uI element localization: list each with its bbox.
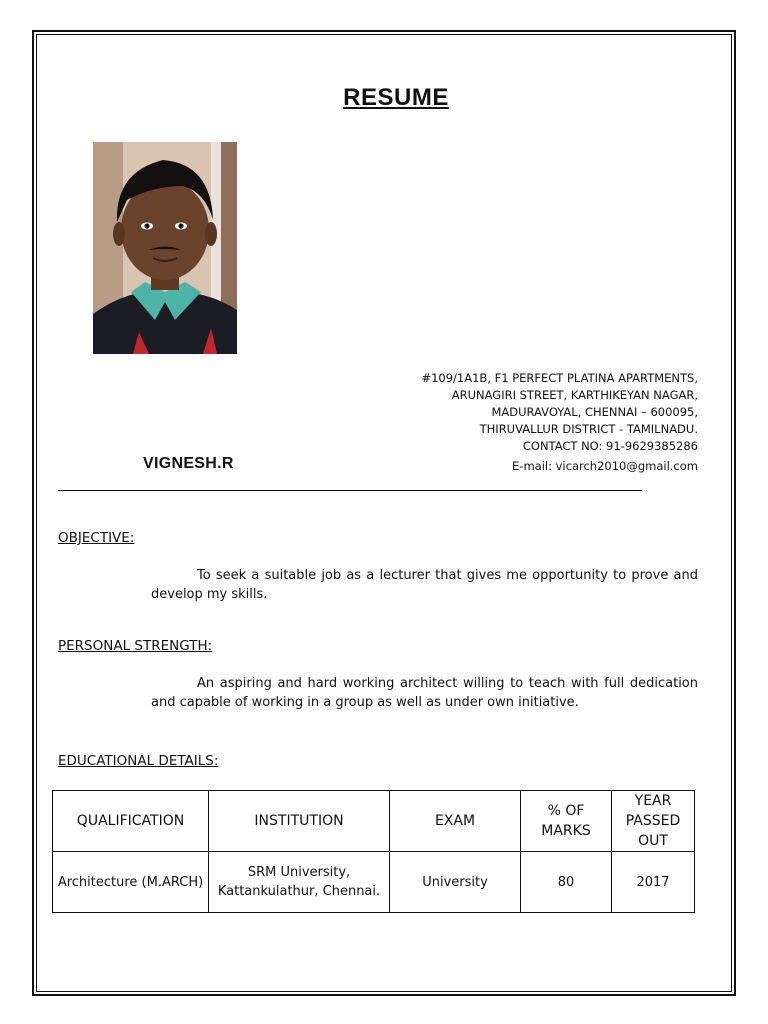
column-header-exam: EXAM: [390, 791, 521, 852]
email-address: E-mail: vicarch2010@gmail.com: [512, 459, 698, 473]
cell-year: 2017: [612, 852, 695, 913]
profile-photo-illustration: [93, 142, 237, 354]
table-row: [53, 852, 695, 913]
strength-text: An aspiring and hard working architect willing to teach with full dedication and capable of working in a group as well as under own initiative.: [151, 676, 698, 710]
header-divider: [58, 490, 642, 491]
cell-qualification: Architecture (M.ARCH): [53, 852, 209, 913]
address-line: THIRUVALLUR DISTRICT - TAMILNADU.: [479, 422, 698, 436]
objective-text: To seek a suitable job as a lecturer that gives me opportunity to prove and develop my skills.: [151, 568, 698, 602]
strength-paragraph: [151, 674, 698, 712]
address-line: MADURAVOYAL, CHENNAI – 600095,: [491, 405, 698, 419]
address-line: #109/1A1B, F1 PERFECT PLATINA APARTMENTS,: [421, 371, 698, 385]
education-table: [52, 790, 695, 913]
resume-title: RESUME: [343, 84, 449, 111]
candidate-name: VIGNESH.R: [143, 455, 234, 472]
objective-paragraph: [151, 566, 698, 604]
column-header-institution: INSTITUTION: [209, 791, 390, 852]
cell-marks: 80: [521, 852, 612, 913]
profile-photo: [93, 142, 237, 354]
objective-heading: OBJECTIVE:: [58, 530, 135, 546]
column-header-marks: % OF MARKS: [521, 791, 612, 852]
table-header-row: [53, 791, 695, 852]
cell-institution: SRM University, Kattankulathur, Chennai.: [209, 852, 390, 913]
address-block: [338, 370, 698, 455]
column-header-year: YEAR PASSED OUT: [612, 791, 695, 852]
contact-number: CONTACT NO: 91-9629385286: [522, 439, 698, 453]
address-line: ARUNAGIRI STREET, KARTHIKEYAN NAGAR,: [451, 388, 698, 402]
personal-strength-heading: PERSONAL STRENGTH:: [58, 638, 213, 654]
cell-exam: University: [390, 852, 521, 913]
educational-details-heading: EDUCATIONAL DETAILS:: [58, 753, 219, 769]
column-header-qualification: QUALIFICATION: [53, 791, 209, 852]
